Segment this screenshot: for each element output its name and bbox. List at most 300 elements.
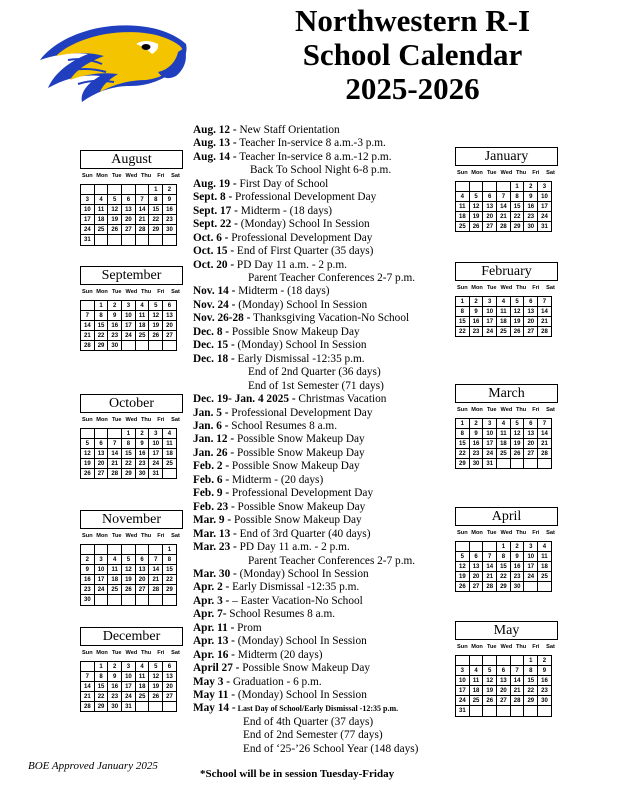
month-grid <box>455 655 552 717</box>
day-cell: 27 <box>135 585 149 595</box>
day-cell: 27 <box>469 582 483 592</box>
day-cell: 5 <box>510 297 524 307</box>
event-text: Early Dismissal -12:35 p.m. <box>229 581 360 594</box>
event-item <box>193 205 453 218</box>
day-cell <box>135 595 149 605</box>
event-item <box>193 178 453 191</box>
weekday-label: Sun <box>82 173 93 179</box>
event-date: Sept. 17 - <box>193 204 238 217</box>
day-cell: 31 <box>456 706 470 716</box>
weekday-label: Fri <box>157 533 165 539</box>
day-cell: 11 <box>94 205 108 215</box>
weekday-header <box>80 650 183 656</box>
event-text: Teacher In-service 8 a.m.-12 p.m. <box>236 150 392 163</box>
day-cell: 14 <box>149 565 163 575</box>
weekday-label: Sun <box>457 285 468 291</box>
event-item <box>193 366 453 379</box>
event-item <box>193 501 453 514</box>
day-cell: 6 <box>163 662 177 672</box>
day-cell: 1 <box>149 185 163 195</box>
event-text: Possible Snow Makeup Day <box>231 514 362 527</box>
event-date: Apr. 11 - <box>193 621 235 634</box>
weekday-header <box>80 289 183 295</box>
day-cell <box>149 341 163 351</box>
day-cell: 21 <box>497 212 511 222</box>
day-cell <box>456 542 470 552</box>
day-cell: 14 <box>81 682 95 692</box>
day-cell: 24 <box>483 449 497 459</box>
day-cell: 6 <box>122 195 136 205</box>
weekday-label: Wed <box>125 533 138 539</box>
event-text: Prom <box>234 621 262 634</box>
day-cell: 14 <box>538 307 552 317</box>
week-row <box>456 706 552 716</box>
day-cell: 28 <box>108 469 122 479</box>
day-cell: 15 <box>94 682 108 692</box>
weekday-label: Fri <box>532 407 540 413</box>
day-cell: 10 <box>122 672 136 682</box>
event-item <box>193 191 453 204</box>
event-item <box>193 299 453 312</box>
day-cell: 19 <box>469 212 483 222</box>
day-cell: 13 <box>122 205 136 215</box>
weekday-label: Fri <box>532 530 540 536</box>
event-text: Possible Snow Makeup Day <box>234 500 366 513</box>
day-cell: 14 <box>538 429 552 439</box>
day-cell: 31 <box>538 222 552 232</box>
boe-approval: BOE Approved January 2025 <box>28 760 158 772</box>
week-row <box>81 682 177 692</box>
month-grid <box>455 296 552 337</box>
day-cell: 6 <box>524 419 538 429</box>
event-text: Back To School Night 6-8 p.m. <box>250 164 392 177</box>
day-cell: 31 <box>122 702 136 712</box>
weekday-label: Fri <box>157 650 165 656</box>
event-item <box>193 407 453 420</box>
day-cell: 24 <box>483 327 497 337</box>
weekday-label: Sat <box>546 170 555 176</box>
weekday-label: Sun <box>82 289 93 295</box>
event-item <box>193 662 453 675</box>
weekday-label: Sat <box>546 407 555 413</box>
day-cell: 28 <box>510 696 524 706</box>
week-row <box>81 321 177 331</box>
event-item <box>193 460 453 473</box>
week-row <box>81 545 177 555</box>
weekday-label: Mon <box>471 170 483 176</box>
day-cell: 20 <box>524 439 538 449</box>
day-cell: 19 <box>456 572 470 582</box>
day-cell: 11 <box>538 552 552 562</box>
day-cell: 16 <box>135 449 149 459</box>
event-date: Sept. 22 - <box>193 218 238 231</box>
day-cell: 1 <box>94 662 108 672</box>
day-cell: 8 <box>456 429 470 439</box>
event-text: Midterm - (18 days) <box>235 285 330 298</box>
day-cell: 14 <box>108 449 122 459</box>
day-cell <box>483 542 497 552</box>
day-cell <box>456 182 470 192</box>
day-cell: 9 <box>510 552 524 562</box>
weekday-label: Fri <box>157 289 165 295</box>
event-date: Oct. 6 - <box>193 231 229 244</box>
day-cell: 15 <box>122 449 136 459</box>
day-cell: 20 <box>524 317 538 327</box>
weekday-label: Tue <box>486 170 497 176</box>
day-cell: 11 <box>163 439 177 449</box>
event-text: Professional Development Day <box>229 487 374 500</box>
day-cell: 11 <box>456 202 470 212</box>
day-cell: 21 <box>81 331 95 341</box>
week-row <box>456 542 552 552</box>
day-cell: 9 <box>469 307 483 317</box>
event-date: Mar. 13 - <box>193 527 237 540</box>
event-text: Possible Snow Makeup Day <box>229 460 360 473</box>
day-cell <box>135 545 149 555</box>
event-text: End of 4th Quarter (37 days) <box>243 715 374 728</box>
weekday-label: Wed <box>125 289 138 295</box>
day-cell: 18 <box>135 682 149 692</box>
day-cell: 6 <box>163 301 177 311</box>
event-text: Christmas Vacation <box>295 393 387 406</box>
event-item <box>193 433 453 446</box>
day-cell: 13 <box>163 311 177 321</box>
day-cell: 29 <box>456 459 470 469</box>
event-text: End of 2nd Quarter (36 days) <box>248 366 381 379</box>
day-cell: 21 <box>483 572 497 582</box>
event-text: End of 1st Semester (71 days) <box>248 379 384 392</box>
day-cell: 30 <box>81 595 95 605</box>
day-cell: 8 <box>94 672 108 682</box>
event-date: Apr. 7- <box>193 608 227 621</box>
day-cell: 17 <box>149 449 163 459</box>
day-cell: 16 <box>469 317 483 327</box>
day-cell: 22 <box>510 212 524 222</box>
day-cell: 26 <box>510 327 524 337</box>
day-cell <box>122 545 136 555</box>
day-cell: 9 <box>538 666 552 676</box>
weekday-header <box>455 530 558 536</box>
event-item <box>193 124 453 137</box>
day-cell <box>81 545 95 555</box>
week-row <box>81 301 177 311</box>
event-item <box>193 272 453 285</box>
month-calendar-january <box>455 147 558 232</box>
event-date: Nov. 24 - <box>193 298 236 311</box>
day-cell: 7 <box>497 192 511 202</box>
month-name: January <box>455 147 558 166</box>
day-cell: 27 <box>483 222 497 232</box>
event-date: Sept. 8 - <box>193 191 233 204</box>
day-cell: 18 <box>163 449 177 459</box>
day-cell: 8 <box>497 552 511 562</box>
day-cell: 19 <box>122 575 136 585</box>
day-cell: 28 <box>81 341 95 351</box>
weekday-label: Sat <box>171 533 180 539</box>
day-cell: 28 <box>135 225 149 235</box>
day-cell: 8 <box>163 555 177 565</box>
weekday-label: Wed <box>125 650 138 656</box>
title-line-2: School Calendar <box>302 37 523 72</box>
event-text: School Resumes 8 a.m. <box>228 419 338 432</box>
event-text: Parent Teacher Conferences 2-7 p.m. <box>248 271 416 284</box>
day-cell: 16 <box>469 439 483 449</box>
month-calendar-march <box>455 384 558 469</box>
day-cell: 22 <box>524 686 538 696</box>
event-date: Dec. 19- Jan. 4 2025 - <box>193 393 296 406</box>
day-cell: 21 <box>135 215 149 225</box>
month-grid <box>80 661 177 712</box>
day-cell: 26 <box>108 225 122 235</box>
day-cell: 4 <box>94 195 108 205</box>
event-item <box>193 514 453 527</box>
day-cell: 16 <box>108 682 122 692</box>
day-cell: 13 <box>94 449 108 459</box>
event-date: May 14 - <box>193 702 236 715</box>
day-cell: 21 <box>538 439 552 449</box>
day-cell: 11 <box>497 307 511 317</box>
event-item <box>193 649 453 662</box>
events-list <box>193 124 453 756</box>
event-text: (Monday) School In Session <box>234 635 367 648</box>
day-cell: 28 <box>538 449 552 459</box>
day-cell: 21 <box>510 686 524 696</box>
day-cell: 15 <box>94 321 108 331</box>
day-cell <box>456 656 470 666</box>
event-text: Possible Snow Makeup Day <box>229 325 360 338</box>
day-cell: 7 <box>149 555 163 565</box>
weekday-label: Mon <box>471 407 483 413</box>
weekday-label: Thu <box>140 289 152 295</box>
day-cell: 21 <box>538 317 552 327</box>
weekday-label: Tue <box>486 530 497 536</box>
day-cell: 6 <box>469 552 483 562</box>
day-cell: 15 <box>149 205 163 215</box>
day-cell: 2 <box>81 555 95 565</box>
day-cell <box>149 235 163 245</box>
day-cell: 1 <box>456 419 470 429</box>
day-cell <box>483 656 497 666</box>
day-cell: 21 <box>108 459 122 469</box>
day-cell: 2 <box>524 182 538 192</box>
week-row <box>81 205 177 215</box>
month-calendar-december <box>80 627 183 712</box>
day-cell <box>94 235 108 245</box>
day-cell: 20 <box>483 212 497 222</box>
day-cell: 5 <box>122 555 136 565</box>
event-item <box>193 137 453 150</box>
day-cell: 7 <box>538 419 552 429</box>
event-item <box>193 622 453 635</box>
day-cell: 23 <box>163 215 177 225</box>
week-row <box>81 459 177 469</box>
event-text: PD Day 11 a.m. - 2 p.m. <box>236 541 350 554</box>
day-cell <box>94 545 108 555</box>
day-cell: 12 <box>149 311 163 321</box>
event-item <box>193 487 453 500</box>
week-row <box>456 572 552 582</box>
day-cell: 21 <box>149 575 163 585</box>
weekday-label: Sun <box>457 530 468 536</box>
event-item <box>193 541 453 554</box>
week-row <box>456 696 552 706</box>
month-grid <box>455 541 552 592</box>
day-cell: 3 <box>94 555 108 565</box>
day-cell: 8 <box>456 307 470 317</box>
day-cell: 12 <box>456 562 470 572</box>
day-cell <box>108 429 122 439</box>
event-item <box>193 353 453 366</box>
day-cell: 17 <box>456 686 470 696</box>
day-cell: 5 <box>469 192 483 202</box>
weekday-label: Tue <box>486 407 497 413</box>
day-cell: 5 <box>149 301 163 311</box>
day-cell: 2 <box>135 429 149 439</box>
day-cell: 12 <box>108 205 122 215</box>
day-cell: 1 <box>510 182 524 192</box>
day-cell: 28 <box>483 582 497 592</box>
day-cell: 7 <box>135 195 149 205</box>
day-cell: 29 <box>510 222 524 232</box>
weekday-label: Thu <box>140 533 152 539</box>
week-row <box>456 202 552 212</box>
day-cell: 13 <box>524 429 538 439</box>
event-date: Mar. 30 - <box>193 567 237 580</box>
weekday-label: Wed <box>500 285 513 291</box>
event-item <box>193 555 453 568</box>
day-cell: 3 <box>538 182 552 192</box>
day-cell <box>524 459 538 469</box>
weekday-label: Sun <box>82 650 93 656</box>
page-title <box>195 4 630 106</box>
event-text: New Staff Orientation <box>236 124 340 136</box>
day-cell: 12 <box>510 429 524 439</box>
day-cell: 7 <box>108 439 122 449</box>
day-cell: 25 <box>135 692 149 702</box>
weekday-label: Mon <box>96 533 108 539</box>
event-item <box>193 447 453 460</box>
event-date: Apr. 13 - <box>193 635 235 648</box>
day-cell <box>497 182 511 192</box>
day-cell: 5 <box>510 419 524 429</box>
weekday-label: Mon <box>96 173 108 179</box>
week-row <box>81 595 177 605</box>
day-cell: 12 <box>149 672 163 682</box>
weekday-label: Fri <box>157 173 165 179</box>
day-cell: 7 <box>483 552 497 562</box>
event-text: PD Day 11 a.m. - 2 p.m. <box>234 258 347 271</box>
week-row <box>81 565 177 575</box>
event-item <box>193 218 453 231</box>
day-cell <box>483 706 497 716</box>
day-cell <box>81 301 95 311</box>
event-date: Apr. 16 - <box>193 648 235 661</box>
weekday-label: Sun <box>82 417 93 423</box>
day-cell <box>81 662 95 672</box>
day-cell: 24 <box>81 225 95 235</box>
day-cell: 28 <box>149 585 163 595</box>
week-row <box>81 575 177 585</box>
week-row <box>456 419 552 429</box>
week-row <box>81 702 177 712</box>
event-text: Professional Development Day <box>232 191 377 204</box>
day-cell: 1 <box>456 297 470 307</box>
event-text: Midterm - (18 days) <box>237 204 332 217</box>
weekday-label: Sat <box>546 644 555 650</box>
day-cell: 2 <box>163 185 177 195</box>
event-date: Aug. 13 - <box>193 137 237 150</box>
week-row <box>456 307 552 317</box>
day-cell: 16 <box>510 562 524 572</box>
weekday-label: Wed <box>500 644 513 650</box>
event-item <box>193 528 453 541</box>
day-cell: 11 <box>135 672 149 682</box>
event-item <box>193 164 453 177</box>
day-cell: 2 <box>510 542 524 552</box>
day-cell <box>94 595 108 605</box>
day-cell: 10 <box>81 205 95 215</box>
day-cell: 14 <box>81 321 95 331</box>
event-date: Apr. 3 - <box>193 594 230 607</box>
day-cell <box>94 429 108 439</box>
day-cell: 20 <box>94 459 108 469</box>
day-cell: 1 <box>122 429 136 439</box>
day-cell: 15 <box>524 676 538 686</box>
month-grid <box>80 300 177 351</box>
day-cell: 8 <box>149 195 163 205</box>
day-cell: 30 <box>538 696 552 706</box>
day-cell <box>469 706 483 716</box>
weekday-label: Sun <box>457 407 468 413</box>
weekday-label: Mon <box>96 417 108 423</box>
day-cell: 9 <box>81 565 95 575</box>
day-cell: 13 <box>483 202 497 212</box>
event-date: Aug. 14 - <box>193 150 237 163</box>
day-cell: 19 <box>149 682 163 692</box>
day-cell <box>497 706 511 716</box>
day-cell: 12 <box>122 565 136 575</box>
event-text: Early Dismissal -12:35 p.m. <box>234 352 365 365</box>
day-cell: 24 <box>122 692 136 702</box>
day-cell: 2 <box>538 656 552 666</box>
day-cell: 12 <box>469 202 483 212</box>
month-grid <box>80 544 177 606</box>
day-cell: 17 <box>538 202 552 212</box>
weekday-label: Tue <box>111 650 122 656</box>
title-line-3: 2025-2026 <box>345 71 480 106</box>
day-cell: 4 <box>456 192 470 202</box>
day-cell: 25 <box>497 327 511 337</box>
week-row <box>456 582 552 592</box>
weekday-label: Fri <box>532 285 540 291</box>
day-cell: 8 <box>510 192 524 202</box>
day-cell: 1 <box>163 545 177 555</box>
day-cell: 11 <box>108 565 122 575</box>
day-cell <box>149 702 163 712</box>
day-cell: 3 <box>483 419 497 429</box>
weekday-label: Mon <box>96 289 108 295</box>
weekday-label: Sat <box>546 285 555 291</box>
day-cell: 3 <box>524 542 538 552</box>
day-cell: 27 <box>524 327 538 337</box>
day-cell: 17 <box>483 317 497 327</box>
day-cell: 3 <box>122 301 136 311</box>
day-cell: 6 <box>135 555 149 565</box>
day-cell: 19 <box>510 317 524 327</box>
day-cell: 10 <box>538 192 552 202</box>
event-item <box>193 716 453 729</box>
month-name: April <box>455 507 558 526</box>
